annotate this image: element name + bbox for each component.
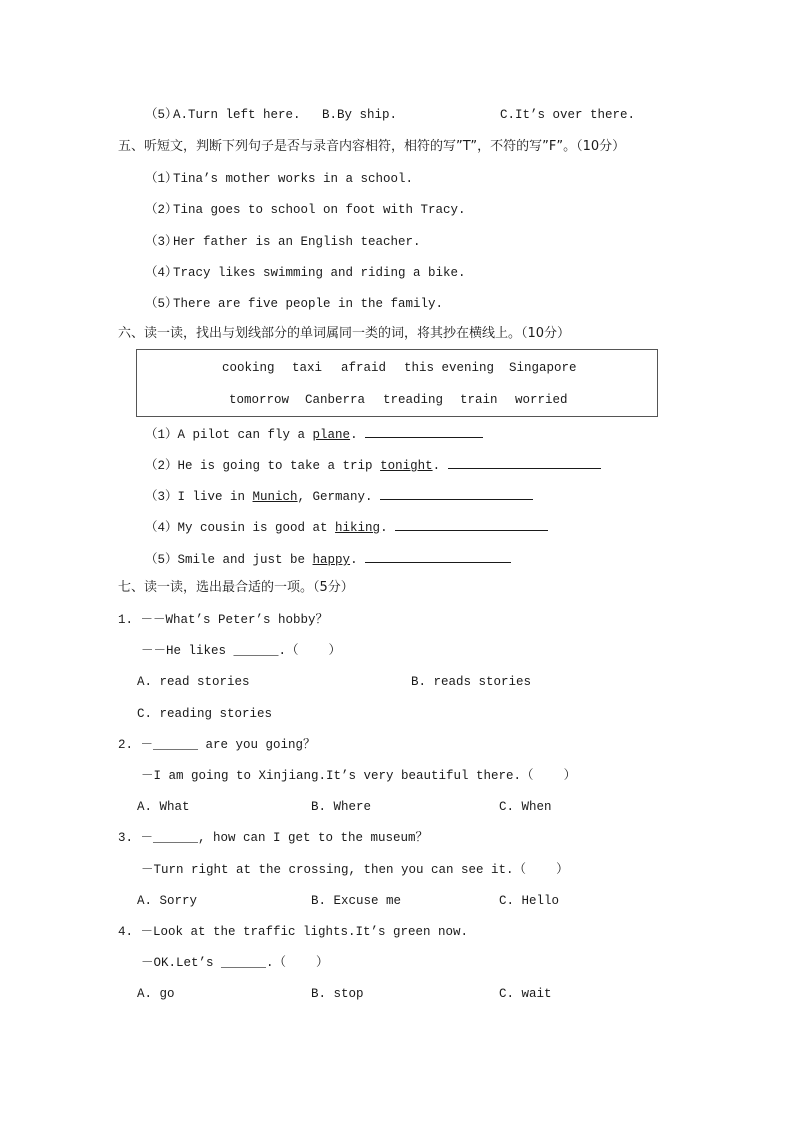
- s6-item-number: （1）: [145, 428, 178, 442]
- s6-item: [145, 487, 533, 505]
- s5-item-number: （2）: [145, 203, 178, 217]
- q1-option-b[interactable]: B. reads stories: [411, 675, 532, 689]
- q3-question: 3. －______, how can I get to the museum？: [118, 831, 429, 845]
- section-7-heading: 七、读一读，选出最合适的一项。（5分）: [118, 580, 354, 595]
- answer-blank[interactable]: [395, 518, 548, 531]
- section-5-heading: 五、听短文，判断下列句子是否与录音内容相符，相符的写”T”，不符的写”F”。（10分）: [118, 139, 626, 154]
- underlined-word: happy: [312, 553, 351, 567]
- word-bank-word: cooking: [222, 361, 275, 375]
- q1-question: 1. －－What’s Peter’s hobby？: [118, 613, 329, 627]
- word-bank-word: Canberra: [305, 393, 366, 407]
- s5-item-number: （5）: [145, 297, 178, 311]
- word-bank-word: worried: [515, 393, 568, 407]
- q4-question: 4. －Look at the traffic lights.It’s green now.: [118, 925, 469, 939]
- s5-item-text: Tracy likes swimming and riding a bike.: [173, 266, 466, 280]
- s6-item-number: （4）: [145, 521, 178, 535]
- q2-question: 2. －______ are you going？: [118, 738, 316, 752]
- s6-item-text: .: [350, 428, 358, 442]
- word-bank-box: [136, 349, 658, 417]
- section-6-heading: 六、读一读，找出与划线部分的单词属同一类的词，将其抄在横线上。（10分）: [118, 326, 571, 341]
- s6-item: [145, 518, 548, 536]
- s6-item-text: .: [380, 521, 388, 535]
- s5-item-text: Her father is an English teacher.: [173, 235, 421, 249]
- word-bank-word: tomorrow: [229, 393, 290, 407]
- s5-item-text: Tina goes to school on foot with Tracy.: [173, 203, 466, 217]
- q4-option-a[interactable]: A. go: [137, 987, 175, 1001]
- word-bank-word: taxi: [292, 361, 323, 375]
- word-bank-word: afraid: [341, 361, 387, 375]
- word-bank-word: Singapore: [509, 361, 577, 375]
- q1-option-a[interactable]: A. read stories: [137, 675, 250, 689]
- word-bank-word: train: [460, 393, 498, 407]
- s6-item: [145, 456, 601, 474]
- underlined-word: plane: [312, 428, 351, 442]
- q3-option-c[interactable]: C. Hello: [499, 894, 560, 908]
- underlined-word: Munich: [252, 490, 298, 504]
- answer-blank[interactable]: [448, 456, 601, 469]
- answer-blank[interactable]: [380, 487, 533, 500]
- s5-item-text: Tina’s mother works in a school.: [173, 172, 414, 186]
- s6-item-text: A pilot can fly a: [177, 428, 313, 442]
- q2-answer-line: －I am going to Xinjiang.It’s very beautiful there.（ ）: [141, 769, 577, 783]
- s6-item-text: .: [432, 459, 441, 473]
- s5-item-number: （4）: [145, 266, 178, 280]
- q4-option-b[interactable]: B. stop: [311, 987, 364, 1001]
- q2-option-c[interactable]: C. When: [499, 800, 552, 814]
- answer-blank[interactable]: [365, 425, 483, 438]
- underlined-word: hiking: [335, 521, 381, 535]
- q3-answer-line: －Turn right at the crossing, then you can see it.（ ）: [141, 863, 569, 877]
- q2-option-a[interactable]: A. What: [137, 800, 190, 814]
- s6-item-text: He is going to take a trip: [177, 459, 381, 473]
- s6-item-text: .: [350, 553, 358, 567]
- q3-option-b[interactable]: B. Excuse me: [311, 894, 402, 908]
- s6-item-number: （2）: [145, 459, 178, 473]
- s5-item-number: （1）: [145, 172, 178, 186]
- q4-item5-option-a[interactable]: A.Turn left here.: [173, 108, 301, 122]
- s5-item-number: （3）: [145, 235, 178, 249]
- q4-item5-number: （5）: [145, 108, 178, 122]
- s6-item-text: My cousin is good at: [177, 521, 336, 535]
- s6-item: [145, 550, 511, 568]
- s6-item-text: I live in: [177, 490, 253, 504]
- s5-item-text: There are five people in the family.: [173, 297, 444, 311]
- s6-item: [145, 425, 483, 443]
- q1-option-c[interactable]: C. reading stories: [137, 707, 273, 721]
- s6-item-number: （5）: [145, 553, 178, 567]
- q4-item5-option-b[interactable]: B.By ship.: [322, 108, 398, 122]
- s6-item-number: （3）: [145, 490, 178, 504]
- q1-answer-line: －－He likes ______.（ ）: [141, 644, 342, 658]
- q3-option-a[interactable]: A. Sorry: [137, 894, 198, 908]
- word-bank-word: treading: [383, 393, 444, 407]
- answer-blank[interactable]: [365, 550, 511, 563]
- q4-option-c[interactable]: C. wait: [499, 987, 552, 1001]
- q4-answer-line: －OK.Let’s ______.（ ）: [141, 956, 329, 970]
- underlined-word: tonight: [380, 459, 433, 473]
- s6-item-text: , Germany.: [297, 490, 373, 504]
- q2-option-b[interactable]: B. Where: [311, 800, 372, 814]
- word-bank-word: this evening: [404, 361, 495, 375]
- q4-item5-option-c[interactable]: C.It’s over there.: [500, 108, 636, 122]
- s6-item-text: Smile and just be: [177, 553, 313, 567]
